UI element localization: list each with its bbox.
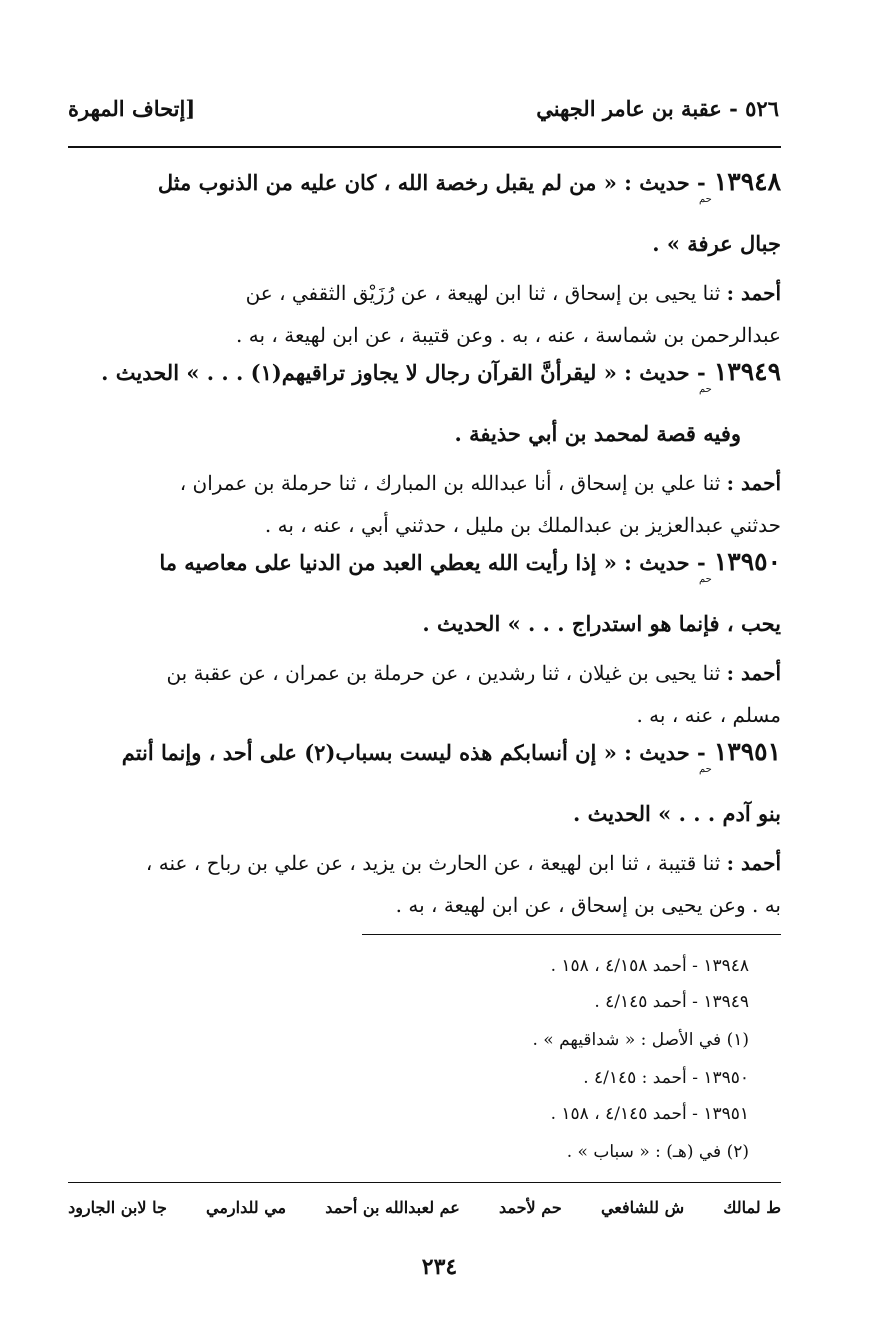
source-sigil: حم <box>699 384 712 395</box>
legend-item: ط لمالك <box>723 1198 781 1217</box>
legend-item: جا لابن الجارود <box>68 1198 167 1217</box>
source-chain-continuation: حدثني عبدالعزيز بن عبدالملك بن مليل ، حدثني أبي ، عنه ، به . <box>264 513 781 537</box>
hadith-title-line <box>68 350 781 412</box>
hadith-title-continuation: بنو آدم . . . » الحديث . <box>572 801 781 826</box>
hadith-title-continuation: وفيه قصة لمحمد بن أبي حذيفة . <box>454 421 741 446</box>
header-rule <box>68 146 781 148</box>
source-chain: ثنا يحيى بن غيلان ، ثنا رشدين ، عن حرملة بن عمران ، عن عقبة بن <box>166 661 721 685</box>
hadith-number: ١٣٩٤٨ <box>713 167 781 196</box>
hadith-text: - حديث : « من لم يقبل رخصة الله ، كان عليه من الذنوب مثل <box>157 170 706 195</box>
hadith-number: ١٣٩٥٠ <box>713 547 781 576</box>
hadith-title-line <box>68 540 781 602</box>
hadith-title-line <box>68 160 781 222</box>
running-header-book: [إتحاف المهرة <box>68 96 196 121</box>
hadith-source <box>68 842 781 884</box>
footnote: ١٣٩٤٨ - أحمد ٤/١٥٨ ، ١٥٨ . <box>550 956 749 976</box>
source-name: أحمد : <box>726 661 781 685</box>
source-sigil: حم <box>699 194 712 205</box>
hadith-source <box>68 652 781 694</box>
hadith-entry <box>68 540 781 736</box>
source-chain-continuation: به . وعن يحيى بن إسحاق ، عن ابن لهيعة ، به . <box>395 893 781 917</box>
source-chain: ثنا علي بن إسحاق ، أنا عبدالله بن المبارك ، ثنا حرملة بن عمران ، <box>179 471 721 495</box>
source-name: أحمد : <box>726 851 781 875</box>
legend-item: مي للدارمي <box>206 1198 287 1217</box>
legend-rule <box>68 1182 781 1183</box>
source-chain: ثنا قتيبة ، ثنا ابن لهيعة ، عن الحارث بن يزيد ، عن علي بن رباح ، عنه ، <box>145 851 721 875</box>
hadith-title-continuation: يحب ، فإنما هو استدراج . . . » الحديث . <box>422 611 781 636</box>
source-chain-continuation: مسلم ، عنه ، به . <box>636 703 781 727</box>
footnote: ١٣٩٥١ - أحمد ٤/١٤٥ ، ١٥٨ . <box>550 1104 749 1124</box>
running-header-title: ٥٢٦ - عقبة بن عامر الجهني <box>536 96 779 121</box>
source-sigil: حم <box>699 764 712 775</box>
hadith-entry <box>68 730 781 926</box>
page-number: ٢٣٤ <box>421 1254 458 1280</box>
source-sigil: حم <box>699 574 712 585</box>
footnote: (١) في الأصل : « شداقيهم » . <box>532 1030 749 1050</box>
hadith-number: ١٣٩٤٩ <box>713 357 781 386</box>
footnote-rule <box>362 934 781 935</box>
source-name: أحمد : <box>726 471 781 495</box>
legend-item: ش للشافعي <box>600 1198 685 1217</box>
hadith-text: - حديث : « ليقرأنَّ القرآن رجال لا يجاوز تراقيهم(١) . . . » الحديث . <box>101 360 706 385</box>
legend-item: حم لأحمد <box>499 1198 562 1217</box>
source-chain: ثنا يحيى بن إسحاق ، ثنا ابن لهيعة ، عن رُزَيْق الثقفي ، عن <box>245 281 721 305</box>
legend-item: عم لعبدالله بن أحمد <box>325 1198 460 1217</box>
hadith-number: ١٣٩٥١ <box>713 737 781 766</box>
source-chain-continuation: عبدالرحمن بن شماسة ، عنه ، به . وعن قتيبة ، عن ابن لهيعة ، به . <box>236 323 781 347</box>
footnote: ١٣٩٥٠ - أحمد : ٤/١٤٥ . <box>583 1068 749 1088</box>
hadith-source <box>68 462 781 504</box>
footnote: (٢) في (هـ) : « سباب » . <box>566 1142 749 1162</box>
hadith-text: - حديث : « إن أنسابكم هذه ليست بسباب(٢) على أحد ، وإنما أنتم <box>121 740 706 765</box>
hadith-text: - حديث : « إذا رأيت الله يعطي العبد من الدنيا على معاصيه ما <box>159 550 706 575</box>
sigil-legend <box>68 1198 781 1217</box>
hadith-title-continuation: جبال عرفة » . <box>652 231 781 256</box>
source-name: أحمد : <box>726 281 781 305</box>
hadith-source <box>68 272 781 314</box>
hadith-title-line <box>68 730 781 792</box>
footnote: ١٣٩٤٩ - أحمد ٤/١٤٥ . <box>594 992 749 1012</box>
hadith-entry <box>68 350 781 546</box>
hadith-entry <box>68 160 781 356</box>
